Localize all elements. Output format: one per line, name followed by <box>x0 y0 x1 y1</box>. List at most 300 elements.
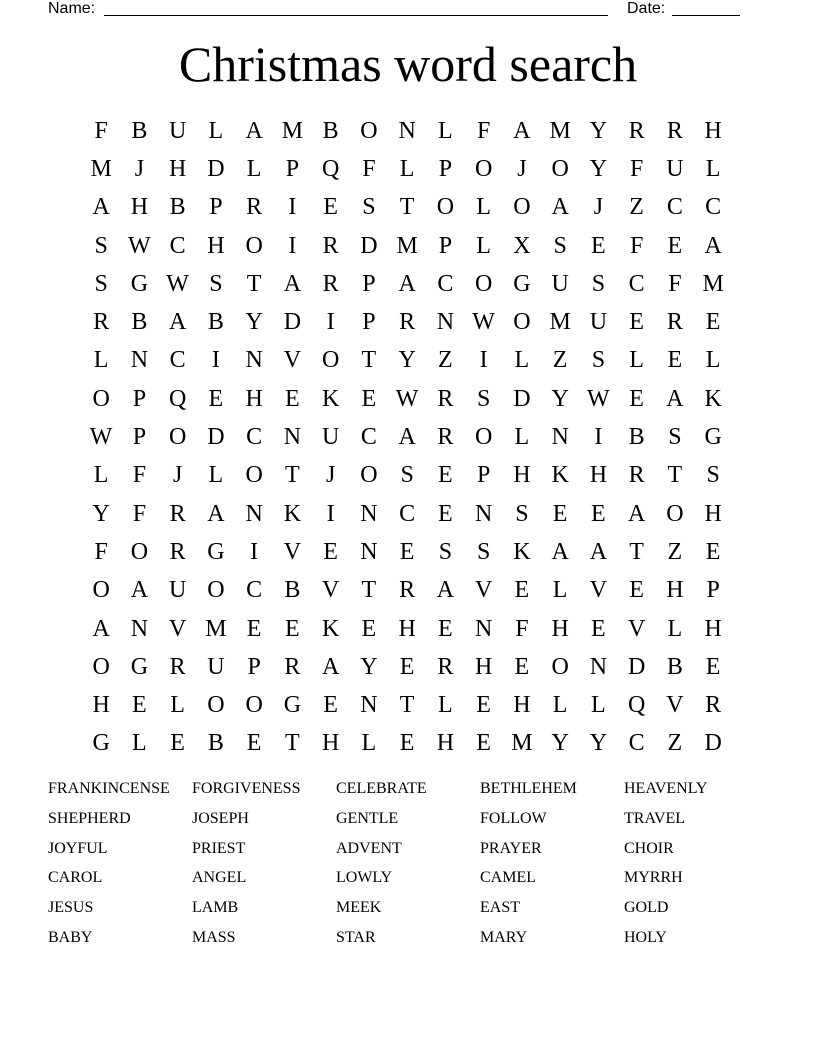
grid-cell: N <box>245 347 263 374</box>
grid-cell: K <box>283 500 302 527</box>
grid-cell: N <box>398 117 416 144</box>
grid-cell: F <box>94 538 108 565</box>
grid-cell: F <box>629 155 644 182</box>
word-list-item: TRAVEL <box>624 809 686 827</box>
grid-cell: B <box>131 117 148 144</box>
word-list-item: BABY <box>48 928 93 946</box>
word-list-item: HEAVENLY <box>624 780 708 797</box>
word-list-item: CHOIR <box>624 839 674 857</box>
grid-cell: S <box>706 462 720 489</box>
grid-cell: N <box>436 309 455 336</box>
grid-cell: Y <box>589 730 608 757</box>
grid-cell: O <box>92 385 110 412</box>
grid-cell: N <box>360 692 378 719</box>
grid-cell: S <box>591 270 606 297</box>
grid-cell: R <box>169 538 186 565</box>
grid-cell: V <box>283 347 302 374</box>
grid-cell: O <box>130 538 149 565</box>
grid-cell: E <box>399 538 415 565</box>
grid-cell: O <box>360 462 378 489</box>
grid-cell: F <box>629 232 644 259</box>
name-label: Name: <box>48 0 96 17</box>
grid-cell: Q <box>168 385 187 412</box>
grid-cell: R <box>284 653 301 680</box>
grid-cell: E <box>591 500 606 527</box>
page-title: Christmas word search <box>178 36 638 92</box>
grid-cell: O <box>360 117 378 144</box>
grid-cell: P <box>132 424 147 451</box>
grid-cell: U <box>589 309 608 336</box>
grid-cell: M <box>205 615 227 642</box>
grid-cell: E <box>476 730 491 757</box>
grid-cell: F <box>132 500 147 527</box>
grid-cell: R <box>666 117 683 144</box>
grid-cell: R <box>437 385 454 412</box>
grid-cell: M <box>396 232 418 259</box>
grid-cell: D <box>207 155 225 182</box>
grid-cell: L <box>514 347 530 374</box>
grid-cell: H <box>168 155 187 182</box>
grid-cell: I <box>250 538 259 565</box>
grid-cell: A <box>627 500 646 527</box>
grid-cell: L <box>246 155 262 182</box>
word-list-item: JOSEPH <box>192 809 249 827</box>
grid-cell: B <box>322 117 339 144</box>
grid-cell: O <box>245 692 263 719</box>
grid-cell: F <box>132 462 147 489</box>
grid-cell: U <box>168 577 187 604</box>
grid-cell: M <box>281 117 304 144</box>
grid-cell: L <box>208 117 224 144</box>
grid-cell: E <box>705 538 721 565</box>
grid-cell: D <box>283 309 302 336</box>
grid-cell: L <box>361 730 377 757</box>
grid-cell: N <box>360 538 378 565</box>
grid-cell: I <box>326 309 335 336</box>
grid-cell: R <box>93 309 110 336</box>
grid-cell: N <box>245 500 263 527</box>
grid-cell: C <box>628 270 645 297</box>
grid-cell: A <box>207 500 225 527</box>
grid-cell: A <box>283 270 302 297</box>
grid-cell: J <box>517 155 527 182</box>
grid-cell: U <box>321 424 340 451</box>
grid-cell: L <box>132 730 147 757</box>
grid-cell: H <box>513 462 531 489</box>
grid-cell: B <box>169 194 186 221</box>
grid-cell: I <box>288 194 297 221</box>
grid-cell: O <box>321 347 340 374</box>
grid-cell: Y <box>360 653 378 680</box>
grid-cell: A <box>321 653 340 680</box>
grid-cell: T <box>399 194 415 221</box>
grid-cell: E <box>629 309 644 336</box>
grid-cell: P <box>362 270 376 297</box>
grid-cell: N <box>130 615 149 642</box>
grid-cell: F <box>476 117 491 144</box>
grid-cell: Q <box>321 155 340 182</box>
grid-cell: C <box>246 424 263 451</box>
letter-grid <box>82 112 732 763</box>
word-list-item: SHEPHERD <box>48 809 131 827</box>
grid-cell: N <box>283 424 302 451</box>
grid-cell: E <box>246 730 262 757</box>
grid-cell: L <box>591 692 606 719</box>
grid-cell: D <box>360 232 378 259</box>
grid-cell: O <box>168 424 187 451</box>
grid-cell: G <box>207 538 225 565</box>
grid-cell: K <box>321 615 340 642</box>
grid-cell: R <box>399 577 416 604</box>
grid-cell: U <box>168 117 187 144</box>
grid-cell: L <box>170 692 185 719</box>
grid-cell: T <box>285 462 300 489</box>
grid-cell: E <box>323 194 338 221</box>
grid-cell: C <box>666 194 683 221</box>
grid-cell: O <box>92 577 110 604</box>
grid-cell: N <box>360 500 378 527</box>
grid-cell: P <box>209 194 223 221</box>
word-list-item: MARY <box>480 928 528 946</box>
grid-cell: I <box>211 347 220 374</box>
grid-cell: L <box>399 155 415 182</box>
grid-cell: G <box>130 653 149 680</box>
grid-cell: G <box>283 692 302 719</box>
grid-cell: M <box>549 117 571 144</box>
grid-cell: I <box>288 232 297 259</box>
grid-cell: S <box>438 538 453 565</box>
grid-cell: W <box>166 270 189 297</box>
grid-cell: L <box>705 155 721 182</box>
grid-cell: E <box>285 615 300 642</box>
grid-cell: G <box>130 270 149 297</box>
grid-cell: S <box>591 347 606 374</box>
grid-cell: T <box>285 730 300 757</box>
grid-cell: O <box>245 462 263 489</box>
grid-cell: E <box>476 692 491 719</box>
grid-cell: H <box>92 692 110 719</box>
grid-cell: E <box>705 309 721 336</box>
grid-cell: L <box>552 692 568 719</box>
grid-cell: A <box>398 424 416 451</box>
grid-cell: C <box>437 270 454 297</box>
grid-cell: P <box>438 155 453 182</box>
grid-cell: S <box>476 385 491 412</box>
grid-cell: A <box>551 538 569 565</box>
grid-cell: Y <box>589 117 608 144</box>
grid-cell: H <box>513 692 531 719</box>
word-list-item: EAST <box>480 899 520 917</box>
grid-cell: H <box>666 577 684 604</box>
word-list-item: LOWLY <box>336 869 393 887</box>
grid-cell: W <box>472 309 495 336</box>
grid-cell: V <box>283 538 302 565</box>
grid-cell: A <box>551 194 569 221</box>
grid-cell: W <box>89 424 113 451</box>
word-list-item: CELEBRATE <box>336 780 427 797</box>
grid-cell: K <box>321 385 340 412</box>
date-label: Date: <box>627 0 666 17</box>
word-list-item: LAMB <box>192 899 239 917</box>
grid-cell: E <box>170 730 185 757</box>
grid-cell: L <box>93 462 109 489</box>
grid-cell: A <box>92 615 110 642</box>
grid-cell: M <box>90 155 112 182</box>
grid-cell: E <box>285 385 300 412</box>
grid-cell: D <box>513 385 531 412</box>
grid-cell: O <box>513 194 531 221</box>
grid-cell: E <box>438 462 453 489</box>
grid-cell: F <box>94 117 108 144</box>
grid-cell: C <box>360 424 377 451</box>
word-list-item: GOLD <box>624 899 669 917</box>
grid-cell: A <box>704 232 722 259</box>
word-list-item: JESUS <box>48 899 94 917</box>
grid-cell: K <box>551 462 569 489</box>
grid-cell: R <box>169 500 186 527</box>
grid-cell: I <box>479 347 488 374</box>
grid-cell: V <box>321 577 340 604</box>
grid-cell: W <box>587 385 610 412</box>
word-list-item: MASS <box>192 928 236 946</box>
grid-cell: A <box>245 117 263 144</box>
grid-cell: J <box>325 462 336 489</box>
word-list-item: FORGIVENESS <box>192 780 301 797</box>
grid-cell: A <box>589 538 608 565</box>
grid-cell: M <box>511 730 533 757</box>
grid-cell: A <box>92 194 110 221</box>
grid-cell: T <box>399 692 415 719</box>
grid-cell: S <box>668 424 682 451</box>
grid-cell: E <box>667 347 683 374</box>
grid-cell: E <box>438 615 453 642</box>
grid-cell: R <box>437 653 454 680</box>
grid-cell: S <box>553 232 567 259</box>
grid-cell: E <box>323 538 338 565</box>
grid-cell: N <box>551 424 569 451</box>
word-list-item: PRIEST <box>192 839 246 857</box>
grid-cell: S <box>94 232 108 259</box>
grid-cell: N <box>130 347 149 374</box>
grid-cell: L <box>438 117 453 144</box>
grid-cell: L <box>629 347 644 374</box>
grid-cell: H <box>321 730 340 757</box>
grid-cell: Z <box>667 538 683 565</box>
grid-cell: T <box>361 347 377 374</box>
grid-cell: C <box>399 500 416 527</box>
grid-cell: O <box>513 309 531 336</box>
grid-cell: Z <box>667 730 683 757</box>
grid-cell: H <box>704 117 722 144</box>
grid-cell: Y <box>589 155 608 182</box>
grid-cell: D <box>627 653 646 680</box>
grid-cell: L <box>476 232 491 259</box>
grid-cell: R <box>246 194 263 221</box>
grid-cell: B <box>284 577 301 604</box>
grid-cell: O <box>245 232 263 259</box>
word-list-item: CAROL <box>48 869 103 887</box>
grid-cell: S <box>362 194 376 221</box>
grid-cell: T <box>629 538 644 565</box>
grid-cell: A <box>666 385 684 412</box>
grid-cell: C <box>169 347 186 374</box>
grid-cell: P <box>247 653 261 680</box>
grid-cell: C <box>169 232 186 259</box>
grid-cell: Y <box>245 309 263 336</box>
grid-cell: O <box>474 424 493 451</box>
grid-cell: O <box>551 155 569 182</box>
word-list-item: BETHLEHEM <box>480 780 577 797</box>
grid-cell: A <box>398 270 416 297</box>
grid-cell: M <box>549 309 571 336</box>
word-list-item: GENTLE <box>336 809 399 827</box>
grid-cell: Y <box>551 730 569 757</box>
grid-cell: V <box>627 615 646 642</box>
grid-cell: U <box>666 155 684 182</box>
grid-cell: Y <box>398 347 416 374</box>
grid-cell: S <box>94 270 108 297</box>
grid-cell: H <box>704 500 722 527</box>
grid-cell: S <box>515 500 529 527</box>
grid-cell: C <box>246 577 263 604</box>
grid-cell: P <box>285 155 300 182</box>
grid-cell: R <box>322 270 339 297</box>
word-list-item: MYRRH <box>624 869 683 887</box>
grid-cell: E <box>438 500 453 527</box>
grid-cell: V <box>589 577 608 604</box>
grid-cell: L <box>476 194 491 221</box>
grid-cell: B <box>131 309 148 336</box>
grid-cell: L <box>705 347 721 374</box>
grid-cell: W <box>128 232 151 259</box>
grid-cell: V <box>474 577 493 604</box>
word-list-item: PRAYER <box>480 839 542 857</box>
grid-cell: H <box>704 615 722 642</box>
word-list-item: CAMEL <box>480 869 536 887</box>
grid-cell: G <box>513 270 531 297</box>
grid-cell: P <box>476 462 491 489</box>
grid-cell: R <box>628 117 645 144</box>
grid-cell: N <box>589 653 608 680</box>
grid-cell: A <box>168 309 187 336</box>
grid-cell: H <box>474 653 493 680</box>
grid-cell: E <box>629 577 644 604</box>
word-list-item: MEEK <box>336 899 382 917</box>
grid-cell: C <box>628 730 645 757</box>
grid-cell: O <box>436 194 455 221</box>
grid-cell: E <box>361 615 377 642</box>
grid-cell: R <box>705 692 722 719</box>
grid-cell: H <box>436 730 455 757</box>
grid-cell: D <box>704 730 722 757</box>
grid-cell: D <box>207 424 225 451</box>
grid-cell: O <box>474 270 493 297</box>
grid-cell: R <box>666 309 683 336</box>
grid-cell: E <box>667 232 683 259</box>
grid-cell: U <box>551 270 569 297</box>
grid-cell: R <box>399 309 416 336</box>
name-blank-line <box>104 15 608 16</box>
grid-cell: J <box>134 155 145 182</box>
grid-cell: V <box>666 692 684 719</box>
grid-cell: I <box>326 500 335 527</box>
header <box>48 0 748 20</box>
grid-cell: P <box>706 577 720 604</box>
grid-cell: E <box>514 653 530 680</box>
grid-cell: F <box>515 615 529 642</box>
grid-cell: P <box>438 232 453 259</box>
grid-cell: K <box>704 385 722 412</box>
grid-cell: F <box>362 155 376 182</box>
word-list-item: JOYFUL <box>48 839 108 857</box>
grid-cell: L <box>552 577 568 604</box>
grid-cell: T <box>361 577 377 604</box>
grid-cell: B <box>666 653 683 680</box>
grid-cell: O <box>666 500 684 527</box>
grid-cell: E <box>208 385 224 412</box>
grid-cell: P <box>132 385 147 412</box>
grid-cell: H <box>551 615 569 642</box>
grid-cell: O <box>551 653 569 680</box>
grid-cell: R <box>322 232 339 259</box>
grid-cell: E <box>514 577 530 604</box>
grid-cell: L <box>514 424 530 451</box>
grid-cell: O <box>92 653 110 680</box>
grid-cell: R <box>169 653 186 680</box>
grid-cell: A <box>513 117 531 144</box>
grid-cell: E <box>246 615 262 642</box>
grid-cell: J <box>172 462 183 489</box>
grid-cell: H <box>245 385 263 412</box>
grid-cell: E <box>629 385 644 412</box>
grid-cell: H <box>207 232 225 259</box>
grid-cell: B <box>207 730 224 757</box>
grid-cell: H <box>589 462 608 489</box>
grid-cell: Y <box>92 500 110 527</box>
grid-cell: I <box>594 424 603 451</box>
grid-cell: C <box>705 194 722 221</box>
grid-cell: E <box>399 730 415 757</box>
word-list-item: HOLY <box>624 928 667 946</box>
word-list-item: FOLLOW <box>480 809 547 827</box>
grid-cell: S <box>209 270 223 297</box>
grid-cell: A <box>130 577 149 604</box>
grid-cell: E <box>399 653 415 680</box>
grid-cell: N <box>474 500 493 527</box>
date-blank-line <box>672 15 740 16</box>
grid-cell: Y <box>551 385 569 412</box>
grid-cell: H <box>398 615 416 642</box>
grid-cell: O <box>474 155 493 182</box>
grid-cell: S <box>476 538 491 565</box>
grid-cell: L <box>438 692 453 719</box>
word-list-item: ADVENT <box>336 839 402 857</box>
grid-cell: A <box>436 577 455 604</box>
grid-cell: T <box>246 270 262 297</box>
grid-cell: S <box>400 462 414 489</box>
grid-cell: H <box>130 194 149 221</box>
grid-cell: L <box>667 615 683 642</box>
grid-cell: E <box>323 692 338 719</box>
grid-cell: B <box>207 309 224 336</box>
grid-cell: Z <box>438 347 453 374</box>
grid-cell: E <box>361 385 377 412</box>
grid-cell: N <box>474 615 493 642</box>
grid-cell: E <box>591 232 606 259</box>
grid-cell: G <box>92 730 110 757</box>
grid-cell: V <box>168 615 187 642</box>
grid-cell: Z <box>629 194 644 221</box>
